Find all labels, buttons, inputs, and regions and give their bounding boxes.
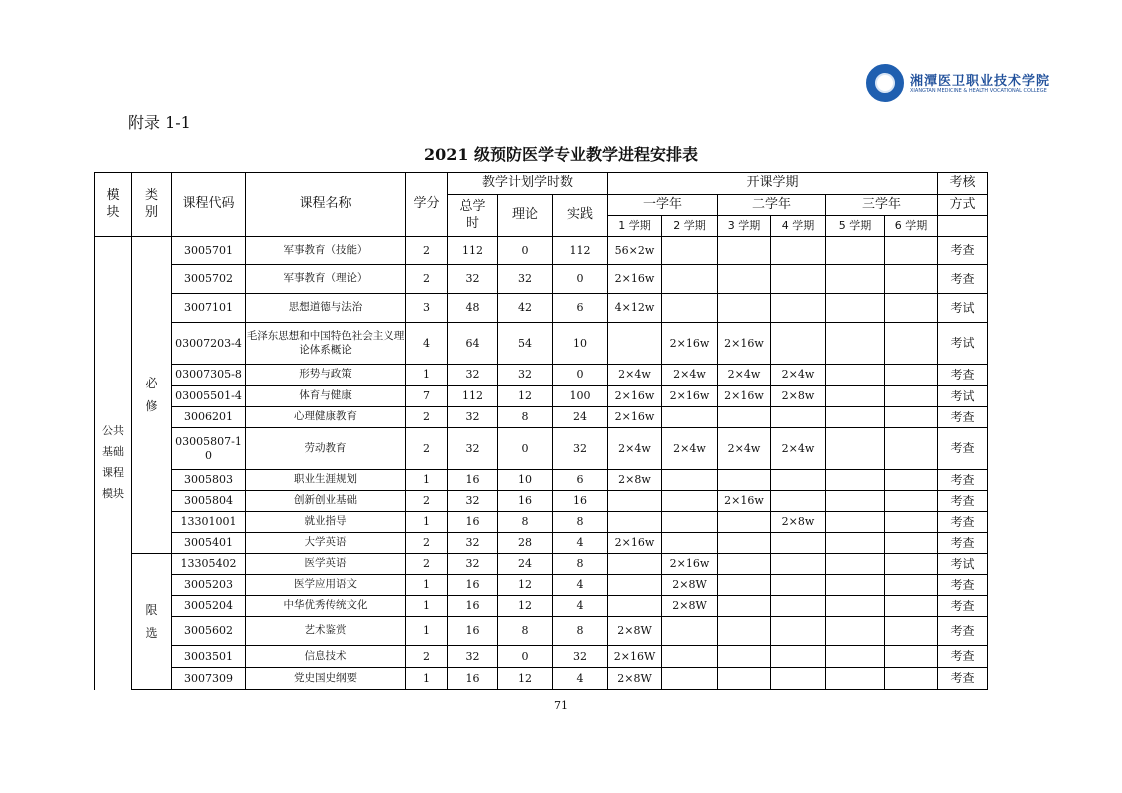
table-row [95,237,988,265]
total-hours: 32 [448,265,498,294]
semester-1-cell: 2×8w [608,470,662,491]
table-row [95,596,988,617]
semester-1-cell [608,575,662,596]
course-code: 13301001 [172,512,246,533]
course-code: 3005803 [172,470,246,491]
semester-2-cell [662,533,718,554]
header-semester-4: 4 学期 [771,216,826,237]
course-name: 形势与政策 [246,365,406,386]
table-row [95,386,988,407]
total-hours: 32 [448,491,498,512]
header-module: 模 块 [95,173,132,237]
theory-hours: 12 [498,668,553,690]
course-name: 医学英语 [246,554,406,575]
header-semester-3: 3 学期 [718,216,771,237]
semester-3-cell [718,646,771,668]
semester-5-cell [826,237,885,265]
theory-hours: 42 [498,294,553,323]
table-row [95,512,988,533]
total-hours: 32 [448,365,498,386]
total-hours: 32 [448,533,498,554]
course-code: 13305402 [172,554,246,575]
semester-5-cell [826,575,885,596]
semester-4-cell [771,596,826,617]
course-name: 中华优秀传统文化 [246,596,406,617]
practice-hours: 8 [553,512,608,533]
college-logo [866,64,1051,104]
assessment-type: 考查 [938,596,988,617]
semester-6-cell [885,512,938,533]
college-name-cn: 湘潭医卫职业技术学院 [910,74,1051,89]
theory-hours: 12 [498,386,553,407]
theory-hours: 54 [498,323,553,365]
semester-2-cell [662,407,718,428]
table-row [95,365,988,386]
course-name: 毛泽东思想和中国特色社会主义理论体系概论 [246,323,406,365]
semester-6-cell [885,470,938,491]
semester-6-cell [885,533,938,554]
practice-hours: 0 [553,265,608,294]
practice-hours: 32 [553,646,608,668]
header-course-code: 课程代码 [172,173,246,237]
semester-1-cell: 2×16W [608,646,662,668]
header-practice: 实践 [553,195,608,237]
course-code: 3005203 [172,575,246,596]
semester-4-cell [771,294,826,323]
semester-4-cell [771,646,826,668]
semester-4-cell [771,668,826,690]
practice-hours: 4 [553,575,608,596]
header-hours-group: 教学计划学时数 [448,173,608,195]
table-row [95,554,988,575]
credit: 1 [406,470,448,491]
theory-hours: 8 [498,512,553,533]
semester-2-cell: 2×16w [662,323,718,365]
table-row [95,575,988,596]
course-code: 3007101 [172,294,246,323]
course-code: 3003501 [172,646,246,668]
semester-2-cell: 2×16w [662,386,718,407]
semester-4-cell [771,323,826,365]
header-semester-5: 5 学期 [826,216,885,237]
college-name-en: XIANGTAN MEDICINE & HEALTH VOCATIONAL COLLEGE [910,88,1047,94]
semester-1-cell [608,323,662,365]
assessment-type: 考查 [938,428,988,470]
semester-6-cell [885,617,938,646]
semester-3-cell: 2×16w [718,386,771,407]
table-row [95,323,988,365]
table-row [95,428,988,470]
table-body [95,237,988,690]
semester-2-cell [662,668,718,690]
semester-3-cell [718,596,771,617]
course-name: 创新创业基础 [246,491,406,512]
credit: 1 [406,617,448,646]
total-hours: 112 [448,237,498,265]
page-title: 2021 级预防医学专业教学进程安排表 [423,145,699,164]
module-cell [95,237,132,690]
practice-hours: 6 [553,294,608,323]
header-assess-bottom: 方式 [938,195,988,216]
course-code: 3005702 [172,265,246,294]
semester-3-cell [718,470,771,491]
course-code: 3005602 [172,617,246,646]
semester-1-cell: 2×16w [608,386,662,407]
category-label: 必 修 [145,376,158,413]
semester-1-cell: 2×16w [608,407,662,428]
credit: 3 [406,294,448,323]
course-name: 信息技术 [246,646,406,668]
practice-hours: 8 [553,617,608,646]
credit: 2 [406,265,448,294]
credit: 2 [406,646,448,668]
theory-hours: 0 [498,646,553,668]
assessment-type: 考查 [938,533,988,554]
semester-4-cell [771,491,826,512]
assessment-type: 考查 [938,646,988,668]
semester-4-cell [771,265,826,294]
practice-hours: 0 [553,365,608,386]
semester-3-cell [718,512,771,533]
semester-5-cell [826,491,885,512]
assessment-type: 考试 [938,294,988,323]
semester-2-cell: 2×4w [662,365,718,386]
semester-5-cell [826,646,885,668]
theory-hours: 8 [498,407,553,428]
semester-5-cell [826,365,885,386]
credit: 2 [406,428,448,470]
credit: 1 [406,512,448,533]
semester-6-cell [885,237,938,265]
assessment-type: 考查 [938,491,988,512]
category-cell [132,237,172,554]
semester-4-cell [771,575,826,596]
semester-3-cell: 2×16w [718,323,771,365]
theory-hours: 32 [498,365,553,386]
header-semester-group: 开课学期 [608,173,938,195]
semester-6-cell [885,386,938,407]
practice-hours: 112 [553,237,608,265]
assessment-type: 考查 [938,237,988,265]
college-seal-icon [866,64,904,102]
semester-5-cell [826,554,885,575]
header-theory: 理论 [498,195,553,237]
credit: 4 [406,323,448,365]
table-row [95,491,988,512]
semester-4-cell: 2×4w [771,428,826,470]
course-name: 军事教育（技能） [246,237,406,265]
semester-3-cell [718,575,771,596]
semester-5-cell [826,533,885,554]
semester-2-cell [662,646,718,668]
semester-2-cell [662,512,718,533]
semester-5-cell [826,323,885,365]
theory-hours: 0 [498,237,553,265]
semester-1-cell [608,512,662,533]
course-name: 职业生涯规划 [246,470,406,491]
course-name: 大学英语 [246,533,406,554]
table-row [95,617,988,646]
header-year-2: 二学年 [718,195,826,216]
theory-hours: 32 [498,265,553,294]
course-code: 3007309 [172,668,246,690]
semester-1-cell: 2×8W [608,617,662,646]
course-code: 3005401 [172,533,246,554]
semester-2-cell [662,294,718,323]
semester-6-cell [885,596,938,617]
semester-5-cell [826,470,885,491]
course-name: 党史国史纲要 [246,668,406,690]
header-semester-2: 2 学期 [662,216,718,237]
course-code: 03007203-4 [172,323,246,365]
semester-5-cell [826,617,885,646]
header-year-3: 三学年 [826,195,938,216]
total-hours: 16 [448,596,498,617]
course-code: 3006201 [172,407,246,428]
course-name: 体育与健康 [246,386,406,407]
appendix-label: 附录 1-1 [128,113,191,132]
semester-3-cell: 2×4w [718,365,771,386]
semester-1-cell: 2×16w [608,533,662,554]
credit: 7 [406,386,448,407]
total-hours: 16 [448,668,498,690]
semester-6-cell [885,575,938,596]
assessment-type: 考查 [938,575,988,596]
practice-hours: 4 [553,668,608,690]
semester-6-cell [885,668,938,690]
table-row [95,294,988,323]
semester-6-cell [885,294,938,323]
semester-6-cell [885,365,938,386]
semester-3-cell: 2×4w [718,428,771,470]
theory-hours: 12 [498,596,553,617]
semester-1-cell: 56×2w [608,237,662,265]
table-row [95,533,988,554]
semester-4-cell: 2×4w [771,365,826,386]
semester-5-cell [826,668,885,690]
practice-hours: 16 [553,491,608,512]
practice-hours: 6 [553,470,608,491]
credit: 2 [406,491,448,512]
semester-2-cell [662,470,718,491]
credit: 1 [406,596,448,617]
semester-3-cell [718,237,771,265]
semester-4-cell [771,237,826,265]
semester-2-cell [662,617,718,646]
practice-hours: 10 [553,323,608,365]
course-code: 3005204 [172,596,246,617]
semester-5-cell [826,512,885,533]
semester-3-cell: 2×16w [718,491,771,512]
credit: 1 [406,575,448,596]
course-code: 03005501-4 [172,386,246,407]
semester-3-cell [718,407,771,428]
semester-1-cell: 4×12w [608,294,662,323]
total-hours: 112 [448,386,498,407]
page-number: 71 [554,699,568,712]
semester-6-cell [885,407,938,428]
course-code: 3005701 [172,237,246,265]
semester-1-cell [608,491,662,512]
theory-hours: 0 [498,428,553,470]
total-hours: 64 [448,323,498,365]
assessment-type: 考查 [938,512,988,533]
total-hours: 32 [448,428,498,470]
credit: 2 [406,554,448,575]
header-year-1: 一学年 [608,195,718,216]
semester-3-cell [718,294,771,323]
semester-4-cell: 2×8w [771,512,826,533]
header-total-hours: 总学 时 [448,195,498,237]
credit: 2 [406,237,448,265]
total-hours: 16 [448,512,498,533]
semester-5-cell [826,428,885,470]
course-code: 03007305-8 [172,365,246,386]
table-row [95,470,988,491]
practice-hours: 4 [553,533,608,554]
semester-2-cell [662,237,718,265]
semester-2-cell: 2×4w [662,428,718,470]
course-name: 艺术鉴赏 [246,617,406,646]
practice-hours: 24 [553,407,608,428]
course-name: 军事教育（理论） [246,265,406,294]
header-credit: 学分 [406,173,448,237]
header-assess-blank [938,216,988,237]
practice-hours: 32 [553,428,608,470]
table-row [95,407,988,428]
teaching-plan-table [94,172,988,690]
credit: 1 [406,668,448,690]
semester-6-cell [885,428,938,470]
semester-3-cell [718,617,771,646]
total-hours: 32 [448,646,498,668]
header-semester-6: 6 学期 [885,216,938,237]
course-code: 03005807-10 [172,428,246,470]
header-category: 类 别 [132,173,172,237]
semester-6-cell [885,491,938,512]
semester-5-cell [826,294,885,323]
category-cell [132,554,172,690]
semester-1-cell: 2×8W [608,668,662,690]
semester-6-cell [885,323,938,365]
credit: 2 [406,407,448,428]
module-label: 公共 基础 课程 模块 [102,424,124,501]
assessment-type: 考试 [938,554,988,575]
semester-6-cell [885,265,938,294]
semester-2-cell [662,265,718,294]
header-course-name: 课程名称 [246,173,406,237]
total-hours: 16 [448,470,498,491]
semester-4-cell [771,407,826,428]
semester-4-cell: 2×8w [771,386,826,407]
course-name: 就业指导 [246,512,406,533]
credit: 1 [406,365,448,386]
course-name: 劳动教育 [246,428,406,470]
theory-hours: 12 [498,575,553,596]
semester-5-cell [826,596,885,617]
table-row [95,265,988,294]
table-row [95,668,988,690]
semester-3-cell [718,533,771,554]
semester-3-cell [718,554,771,575]
assessment-type: 考查 [938,365,988,386]
semester-1-cell [608,554,662,575]
credit: 2 [406,533,448,554]
semester-2-cell: 2×8W [662,575,718,596]
assessment-type: 考查 [938,668,988,690]
assessment-type: 考试 [938,386,988,407]
assessment-type: 考查 [938,617,988,646]
semester-4-cell [771,617,826,646]
total-hours: 48 [448,294,498,323]
theory-hours: 24 [498,554,553,575]
semester-3-cell [718,668,771,690]
assessment-type: 考查 [938,407,988,428]
semester-1-cell: 2×4w [608,428,662,470]
course-name: 心理健康教育 [246,407,406,428]
semester-6-cell [885,554,938,575]
assessment-type: 考查 [938,265,988,294]
practice-hours: 100 [553,386,608,407]
header-semester-1: 1 学期 [608,216,662,237]
course-code: 3005804 [172,491,246,512]
practice-hours: 8 [553,554,608,575]
semester-4-cell [771,554,826,575]
practice-hours: 4 [553,596,608,617]
total-hours: 32 [448,407,498,428]
semester-5-cell [826,407,885,428]
semester-5-cell [826,386,885,407]
semester-5-cell [826,265,885,294]
semester-2-cell [662,491,718,512]
theory-hours: 16 [498,491,553,512]
category-label: 限 选 [145,602,158,640]
semester-1-cell: 2×4w [608,365,662,386]
semester-1-cell [608,596,662,617]
semester-2-cell: 2×8W [662,596,718,617]
semester-4-cell [771,533,826,554]
semester-6-cell [885,646,938,668]
semester-4-cell [771,470,826,491]
total-hours: 32 [448,554,498,575]
total-hours: 16 [448,617,498,646]
semester-3-cell [718,265,771,294]
course-name: 思想道德与法治 [246,294,406,323]
table-row [95,646,988,668]
header-assess-top: 考核 [938,173,988,195]
theory-hours: 28 [498,533,553,554]
theory-hours: 8 [498,617,553,646]
assessment-type: 考试 [938,323,988,365]
assessment-type: 考查 [938,470,988,491]
semester-2-cell: 2×16w [662,554,718,575]
course-name: 医学应用语文 [246,575,406,596]
total-hours: 16 [448,575,498,596]
semester-1-cell: 2×16w [608,265,662,294]
theory-hours: 10 [498,470,553,491]
